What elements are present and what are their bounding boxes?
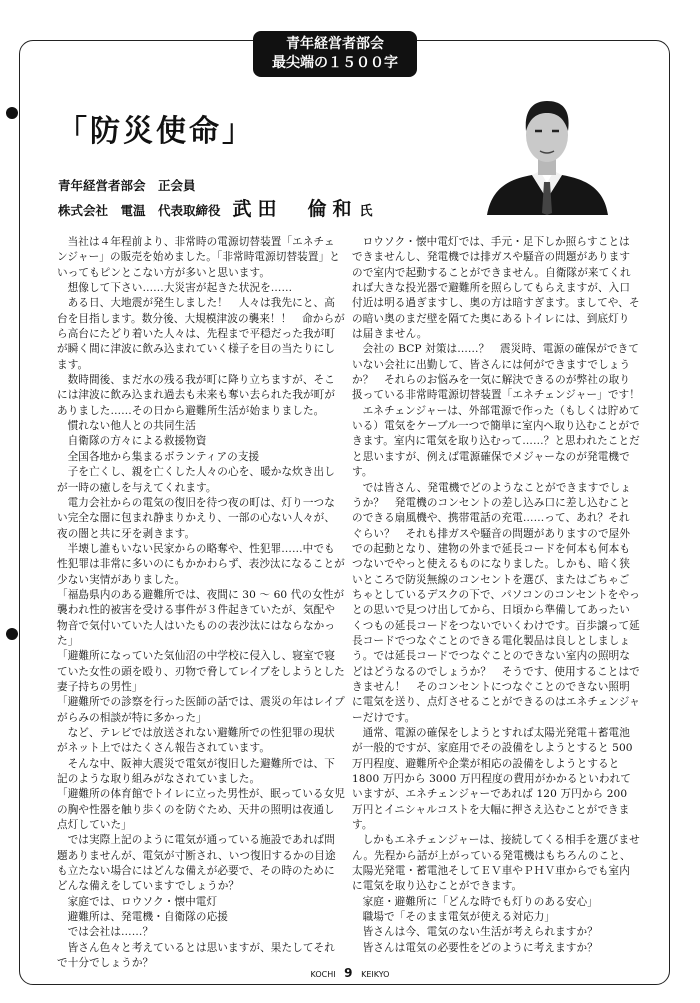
article-title: 「防災使命」 (57, 114, 255, 149)
author-affiliation: 青年経営者部会 正会員 (58, 178, 196, 193)
binder-hole-middle (6, 628, 18, 640)
paragraph: 家庭・避難所に「どんな時でも灯りのある安心」 (362, 895, 598, 908)
paragraph: では実際上記のように電気が通っている施設であれば問題ありませんが、電気が寸断され、いつ復旧するかの目途も立たない場合にはどんな備えが必要で、その時のためにどんな備えをしていますでしょうか？ (57, 834, 336, 893)
author-company: 株式会社 電温 代表取締役 (58, 203, 221, 218)
binder-hole-top (6, 107, 18, 119)
paragraph: 皆さんは今、電気のない生活が考えられますか？ (362, 926, 598, 939)
paragraph: 子を亡くし、親を亡くした人々の心を、暖かな炊き出しが一時の癒しを与えてくれます。 (57, 466, 335, 494)
author-portrait (482, 87, 612, 215)
paragraph: では皆さん、発電機でどのようなことができますでしょうか？ 発電機のコンセントの差し込み口に差し込むことのできる扇風機や、携帯電話の充電……って、あれ？それぐらい？ それも排ガスや騒音の問題がありますので屋外での起動となり、建物の外まで延長コードを何本も何本もつないでやっと使えるものになりました。しかも、暗く狭いところで防災無線のコンセントを選び、またはごちゃごちゃとしているデスクの下で、パソコンのコンセントをやっとの思いで見つけ出してから、日頃から準備してあったいくつもの延長コードをつないでいくわけです。百歩譲って延長コードでつなぐことのできる電化製品は良しとしましょう。では延長コードでつなぐことのできない室内の照明などはどうなるのでしょうか？ そうです、使用することはできません！ そのコンセントにつなぐことのできない照明に電気を送り、点灯させることができるのはエネチェンジャーだけです。 (352, 481, 640, 724)
paragraph: 皆さんは電気の必要性をどのように考えますか？ (362, 941, 598, 954)
article-column-left (57, 235, 345, 970)
section-header (253, 31, 417, 77)
paragraph: 通常、電源の確保をしようとすれば太陽光発電＋蓄電池が一般的ですが、家庭用でその設備をしようとすると 500 万円程度、避難所や企業が相応の設備をしようとすると 1800 万円から 3000 万円程度の費用がかかるといわれていますが、エネチェンジャーであれば 120 万円から 200 万円とイニシャルコストを大幅に押さえ込むことができます。 (352, 727, 633, 832)
paragraph: 当社は４年程前より、非常時の電源切替装置「エネチェンジャー」の販売を始めました。「非常時電源切替装置」といってもピンとこない方が多いと思います。 (57, 236, 340, 279)
paragraph: エネチェンジャーは、外部電源で作った（もしくは貯めている）電気をケーブル一つで簡単に室内へ取り込むことができます。室内に電気を取り込むって……？と思われたことだと思いますが、例えば電源確保でメジャーなのが発電機です。 (352, 404, 640, 479)
author-line (58, 194, 373, 221)
paragraph: 職場で「そのまま電気が使える対応力」 (362, 911, 556, 924)
paragraph: 「福島県内のある避難所では、夜間に 30 ～ 60 代の女性が襲われ性的被害を受ける事件が３件起きていたが、気配や物音で気付いていた人はいたものの表沙汰にはならなかった」 (57, 588, 345, 647)
article-column-right (352, 235, 640, 954)
paragraph: では会社は……？ (67, 926, 154, 939)
paragraph: 「避難所での診察を行った医師の話では、震災の年はレイプがらみの相談が特に多かった」 (57, 696, 345, 724)
paragraph: そんな中、阪神大震災で電気が復旧した避難所では、下記のような取り組みがなされていました。 (57, 757, 335, 786)
paragraph: 全国各地から集まるボランティアの支援 (67, 450, 260, 463)
paragraph: 「避難所になっていた気仙沼の中学校に侵入し、寝室で寝ていた女性の頭を殴り、刃物で脅してレイプをしようとした妻子持ちの男性」 (57, 650, 345, 693)
paragraph: 数時間後、まだ水の残る我が町に降り立ちますが、そこには津波に飲み込まれ過去も未来も奪い去られた我が町がありました……その日から避難所生活が始まりました。 (57, 374, 336, 417)
paragraph: 電力会社からの電気の復旧を待つ夜の町は、灯り一つない完全な闇に包まれ静まりかえり、一部の心ない人々が、夜の闇と共に牙を剥きます。 (57, 496, 336, 540)
paragraph: 「避難所の体育館でトイレに立った男性が、眠っている女児の胸や性器を触り歩くのを防ぐため、天井の照明は夜通し点灯していた」 (57, 788, 345, 832)
paragraph: 想像して下さい……大災害が起きた状況を…… (67, 282, 293, 295)
paragraph: 避難所は、発電機・自衛隊の応援 (67, 911, 228, 924)
page-footer (0, 966, 700, 980)
paragraph: 慣れない他人との共同生活 (67, 420, 196, 433)
section-header-line2: 最尖端の１５００字 (272, 55, 398, 71)
footer-right: KEIKYO (361, 970, 390, 979)
paragraph: ある日、大地震が発生しました！ 人々は我先にと、高台を目指します。数分後、大規模津波の襲来！！ 命からがら高台にたどり着いた人々は、先程まで平穏だった我が町が瞬く間に津波に飲み込まれていく様子を目の当たりにします。 (57, 297, 345, 371)
paragraph: 自衛隊の方々による救援物資 (67, 435, 207, 448)
paragraph: 会社の BCP 対策は……？ 震災時、電源の確保ができていない会社に出勤して、皆さんには何ができますでしょうか？ それらのお悩みを一気に解決できるのが弊社の取り扱っている非常時電源切替装置「エネチェンジャー」です！ (352, 343, 640, 402)
section-header-line1: 青年経営者部会 (286, 36, 384, 52)
author-name: 武田 倫和 (232, 198, 358, 220)
paragraph: 家庭では、ロウソク・懐中電灯 (67, 895, 218, 908)
paragraph: しかもエネチェンジャーは、接続してくる相手を選びません。先程から話が上がっている発電機はもちろんのこと、太陽光発電・蓄電池そしてＥＶ車やＰＨＶ車からでも室内に電気を取り込むことができます。 (352, 834, 640, 893)
paragraph: など、テレビでは放送されない避難所での性犯罪の現状がネット上ではたくさん報告されています。 (57, 727, 335, 755)
paragraph: 皆さん色々と考えているとは思いますが、果たしてそれで十分でしょうか？ (57, 941, 335, 970)
paragraph: 半壊し誰もいない民家からの略奪や、性犯罪……中でも性犯罪は非常に多いのにもかかわらず、表沙汰になることが少ない実情がありました。 (57, 542, 345, 586)
paragraph: ロウソク・懐中電灯では、手元・足下しか照らすことはできませんし、発電機では排ガスや騒音の問題がありますので室内で起動することができません。自衛隊が来てくれれば大きな投光器で避難所を照らしてもらえますが、入口付近は明る過ぎますし、奥の方は暗すぎます。ましてや、その暗い奥のまだ壁を隔てた奥にあるトイレには、到底灯りは届きません。 (352, 236, 640, 341)
page-number: 9 (344, 966, 353, 980)
footer-left: KOCHI (310, 970, 336, 979)
author-honorific: 氏 (359, 204, 373, 219)
